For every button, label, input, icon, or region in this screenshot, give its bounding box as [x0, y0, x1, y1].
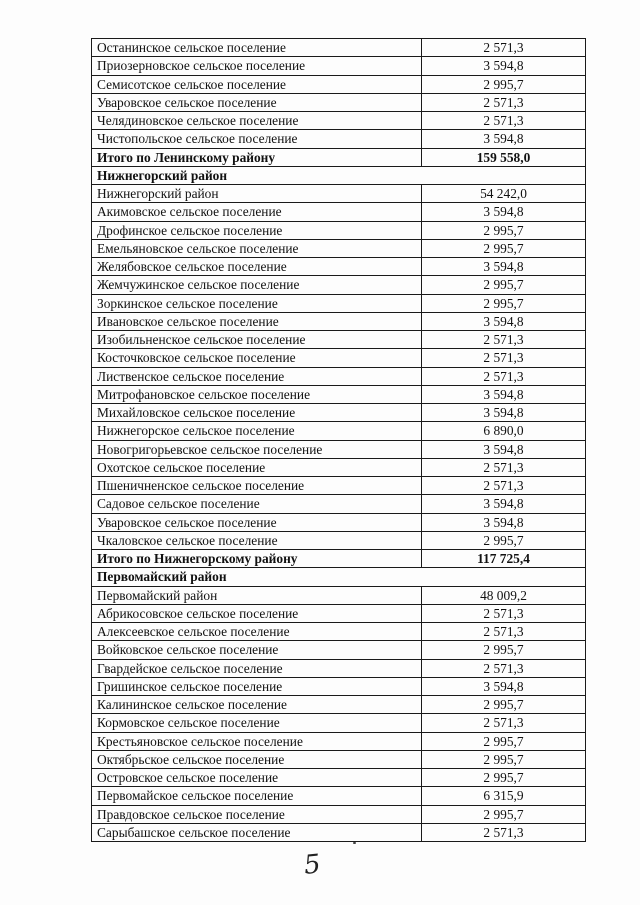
row-value: 2 995,7 [422, 641, 586, 659]
row-value: 2 995,7 [422, 294, 586, 312]
row-name: Изобильненское сельское поселение [92, 331, 422, 349]
settlement-row [92, 714, 586, 732]
row-name: Островское сельское поселение [92, 769, 422, 787]
settlement-row [92, 696, 586, 714]
settlement-row [92, 458, 586, 476]
row-name: Калининское сельское поселение [92, 696, 422, 714]
row-value: 3 594,8 [422, 385, 586, 403]
row-value: 6 315,9 [422, 787, 586, 805]
row-value: 3 594,8 [422, 404, 586, 422]
ink-speck [353, 842, 356, 844]
settlement-row [92, 112, 586, 130]
row-value: 2 571,3 [422, 714, 586, 732]
row-name: Итого по Ленинскому району [92, 148, 422, 166]
row-name: Нижнегорское сельское поселение [92, 422, 422, 440]
settlement-row [92, 623, 586, 641]
row-name: Гришинское сельское поселение [92, 677, 422, 695]
row-value: 2 995,7 [422, 239, 586, 257]
row-name: Чистопольское сельское поселение [92, 130, 422, 148]
row-name: Челядиновское сельское поселение [92, 112, 422, 130]
settlement-row [92, 221, 586, 239]
row-value: 2 995,7 [422, 531, 586, 549]
settlement-row [92, 805, 586, 823]
row-name: Приозерновское сельское поселение [92, 57, 422, 75]
row-name: Первомайское сельское поселение [92, 787, 422, 805]
settlement-row [92, 823, 586, 841]
row-value: 2 995,7 [422, 696, 586, 714]
row-value: 3 594,8 [422, 57, 586, 75]
row-name: Лиственское сельское поселение [92, 367, 422, 385]
settlement-row [92, 422, 586, 440]
row-value: 2 571,3 [422, 477, 586, 495]
settlement-row [92, 93, 586, 111]
row-value: 2 571,3 [422, 112, 586, 130]
row-value [422, 568, 586, 586]
row-name: Кормовское сельское поселение [92, 714, 422, 732]
settlement-row [92, 57, 586, 75]
row-value: 3 594,8 [422, 440, 586, 458]
row-name: Нижнегорский район [92, 166, 422, 184]
row-value: 3 594,8 [422, 258, 586, 276]
settlement-row [92, 677, 586, 695]
row-value: 2 571,3 [422, 623, 586, 641]
row-value: 2 995,7 [422, 750, 586, 768]
row-name: Косточковское сельское поселение [92, 349, 422, 367]
settlement-row [92, 531, 586, 549]
row-value: 2 995,7 [422, 221, 586, 239]
row-value: 2 571,3 [422, 604, 586, 622]
row-name: Гвардейское сельское поселение [92, 659, 422, 677]
row-name: Новогригорьевское сельское поселение [92, 440, 422, 458]
row-name: Емельяновское сельское поселение [92, 239, 422, 257]
row-value: 3 594,8 [422, 677, 586, 695]
settlement-row [92, 495, 586, 513]
settlement-row [92, 294, 586, 312]
row-value: 3 594,8 [422, 203, 586, 221]
row-value: 3 594,8 [422, 130, 586, 148]
row-value: 48 009,2 [422, 586, 586, 604]
row-value: 159 558,0 [422, 148, 586, 166]
row-name: Итого по Нижнегорскому району [92, 550, 422, 568]
row-name: Охотское сельское поселение [92, 458, 422, 476]
row-name: Садовое сельское поселение [92, 495, 422, 513]
settlement-row [92, 769, 586, 787]
settlement-row [92, 604, 586, 622]
row-name: Уваровское сельское поселение [92, 513, 422, 531]
row-name: Пшеничненское сельское поселение [92, 477, 422, 495]
settlement-row [92, 513, 586, 531]
row-value: 2 571,3 [422, 823, 586, 841]
row-value: 2 995,7 [422, 769, 586, 787]
row-name: Войковское сельское поселение [92, 641, 422, 659]
row-value: 2 571,3 [422, 93, 586, 111]
row-value: 3 594,8 [422, 495, 586, 513]
settlement-row [92, 787, 586, 805]
settlement-row [92, 130, 586, 148]
row-value: 2 995,7 [422, 805, 586, 823]
row-name: Крестьяновское сельское поселение [92, 732, 422, 750]
page-number: 5 [302, 849, 323, 881]
total-row [92, 550, 586, 568]
settlement-row [92, 750, 586, 768]
row-name: Чкаловское сельское поселение [92, 531, 422, 549]
row-value: 2 571,3 [422, 659, 586, 677]
settlement-row [92, 440, 586, 458]
settlement-row [92, 331, 586, 349]
row-name: Алексеевское сельское поселение [92, 623, 422, 641]
district-row [92, 185, 586, 203]
row-name: Нижнегорский район [92, 185, 422, 203]
settlement-row [92, 312, 586, 330]
settlement-row [92, 203, 586, 221]
settlement-row [92, 276, 586, 294]
budget-table-body [92, 39, 586, 842]
row-name: Дрофинское сельское поселение [92, 221, 422, 239]
row-name: Жемчужинское сельское поселение [92, 276, 422, 294]
district-header-row [92, 568, 586, 586]
settlement-row [92, 239, 586, 257]
settlement-row [92, 39, 586, 57]
settlement-row [92, 641, 586, 659]
settlement-row [92, 404, 586, 422]
settlement-row [92, 732, 586, 750]
settlement-row [92, 477, 586, 495]
row-value: 2 995,7 [422, 276, 586, 294]
district-header-row [92, 166, 586, 184]
row-value: 54 242,0 [422, 185, 586, 203]
row-name: Акимовское сельское поселение [92, 203, 422, 221]
row-value: 2 571,3 [422, 331, 586, 349]
settlement-row [92, 258, 586, 276]
row-name: Останинское сельское поселение [92, 39, 422, 57]
row-name: Абрикосовское сельское поселение [92, 604, 422, 622]
row-name: Правдовское сельское поселение [92, 805, 422, 823]
row-value: 117 725,4 [422, 550, 586, 568]
row-name: Митрофановское сельское поселение [92, 385, 422, 403]
row-value: 2 571,3 [422, 458, 586, 476]
row-name: Семисотское сельское поселение [92, 75, 422, 93]
row-name: Желябовское сельское поселение [92, 258, 422, 276]
row-value [422, 166, 586, 184]
row-value: 2 571,3 [422, 39, 586, 57]
settlement-row [92, 349, 586, 367]
row-name: Октябрьское сельское поселение [92, 750, 422, 768]
row-name: Михайловское сельское поселение [92, 404, 422, 422]
total-row [92, 148, 586, 166]
row-name: Уваровское сельское поселение [92, 93, 422, 111]
row-name: Сарыбашское сельское поселение [92, 823, 422, 841]
row-name: Первомайский район [92, 568, 422, 586]
district-row [92, 586, 586, 604]
settlement-row [92, 367, 586, 385]
row-value: 2 571,3 [422, 349, 586, 367]
settlement-row [92, 75, 586, 93]
settlement-row [92, 385, 586, 403]
row-value: 3 594,8 [422, 513, 586, 531]
budget-table [91, 38, 586, 842]
row-name: Первомайский район [92, 586, 422, 604]
settlement-row [92, 659, 586, 677]
row-value: 2 571,3 [422, 367, 586, 385]
row-value: 2 995,7 [422, 732, 586, 750]
row-name: Зоркинское сельское поселение [92, 294, 422, 312]
row-value: 2 995,7 [422, 75, 586, 93]
row-value: 3 594,8 [422, 312, 586, 330]
row-value: 6 890,0 [422, 422, 586, 440]
row-name: Ивановское сельское поселение [92, 312, 422, 330]
